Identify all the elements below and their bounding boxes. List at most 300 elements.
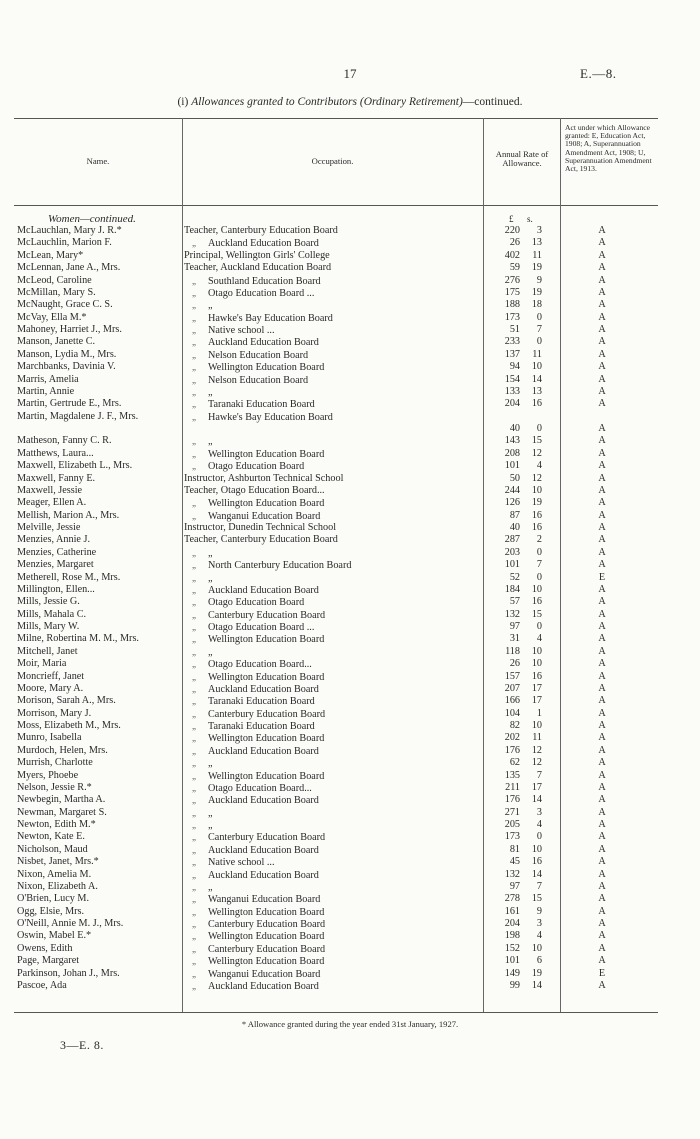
row-pounds: 81 (509, 843, 520, 855)
row-act: A (598, 484, 606, 496)
occupation-text: Wellington Education Board (208, 906, 325, 918)
row-act: A (598, 893, 606, 905)
row-shillings: 14 (531, 979, 542, 991)
row-name: McLauchlin, Marion F. (17, 237, 112, 249)
row-pounds: 233 (504, 336, 520, 348)
occupation-text: Wanganui Education Board (208, 510, 321, 522)
table-row (0, 336, 700, 348)
row-shillings: 4 (536, 633, 542, 645)
occupation-text: Otago Education Board (208, 597, 305, 609)
row-pounds: 207 (504, 682, 520, 694)
ditto-mark: „ (192, 634, 196, 645)
table-row (0, 497, 700, 509)
row-pounds: 205 (504, 819, 520, 830)
ditto-mark: „ (192, 770, 196, 781)
row-shillings: 12 (531, 757, 542, 769)
occupation-text: Hawke's Bay Education Board (208, 312, 333, 324)
row-occupation (184, 225, 474, 237)
ditto-mark: „ (192, 646, 196, 657)
row-pounds: 154 (504, 373, 520, 385)
row-occupation (184, 980, 474, 993)
occupation-text: Teacher, Canterbury Education Board (184, 225, 338, 236)
table-row (0, 720, 700, 732)
row-occupation (184, 671, 474, 684)
row-act: A (598, 311, 606, 323)
row-occupation (184, 646, 474, 659)
occupation-text: Teacher, Otago Education Board... (184, 484, 325, 496)
row-shillings: 0 (536, 336, 542, 348)
row-name: Manson, Janette C. (17, 336, 96, 348)
row-name: Matthews, Laura... (17, 447, 94, 459)
row-pounds: 26 (509, 658, 520, 670)
header-bottom-rule (14, 205, 658, 206)
row-occupation (184, 621, 474, 634)
row-act: A (598, 682, 606, 694)
ditto-mark: „ (192, 411, 196, 422)
row-name: Melville, Jessie (17, 522, 81, 533)
row-pounds: 175 (504, 286, 520, 298)
table-row (0, 361, 700, 373)
row-act: A (598, 732, 606, 744)
row-act: A (598, 385, 606, 397)
row-name: Nisbet, Janet, Mrs.* (17, 856, 99, 868)
row-occupation (184, 856, 474, 869)
row-occupation (184, 497, 474, 510)
row-occupation (184, 312, 474, 325)
row-occupation (184, 596, 474, 609)
row-occupation (184, 411, 474, 424)
ditto-mark: „ (192, 399, 196, 410)
table-row (0, 374, 700, 386)
table-row (0, 262, 700, 274)
row-occupation (184, 906, 474, 919)
occupation-text: Principal, Wellington Girls' College (184, 249, 330, 261)
caption-title: Allowances granted to Contributors (Ordinary Retirement) (191, 96, 463, 108)
row-pounds: 173 (504, 831, 520, 843)
row-occupation (184, 881, 474, 894)
row-shillings: 4 (536, 460, 542, 472)
table-row (0, 943, 700, 955)
ditto-mark: „ (192, 931, 196, 942)
row-pounds: 166 (504, 695, 520, 707)
row-occupation (184, 819, 474, 832)
table-row (0, 559, 700, 571)
row-act: A (598, 930, 606, 942)
row-occupation (184, 844, 474, 857)
ditto-mark: „ (192, 745, 196, 756)
occupation-text: Auckland Education Board (208, 683, 319, 695)
row-act: A (598, 757, 606, 769)
table-row (0, 794, 700, 806)
occupation-text: Taranaki Education Board (208, 399, 315, 411)
row-shillings: 12 (531, 447, 542, 459)
row-occupation (184, 522, 474, 534)
row-pounds: 132 (504, 608, 520, 620)
occupation-text: „ (208, 572, 213, 584)
row-pounds: 101 (504, 460, 520, 472)
ditto-mark: „ (192, 906, 196, 917)
row-pounds: 97 (509, 621, 520, 632)
row-pounds: 59 (509, 262, 520, 274)
ditto-mark: „ (192, 659, 196, 670)
row-name: Munro, Isabella (17, 732, 82, 744)
row-name: Page, Margaret (17, 955, 80, 967)
row-occupation (184, 918, 474, 931)
occupation-text: Wellington Education Board (208, 956, 325, 968)
row-pounds: 132 (504, 868, 520, 880)
row-shillings: 0 (536, 311, 542, 323)
row-name: Nelson, Jessie R.* (17, 781, 92, 793)
row-name: Murrish, Charlotte (17, 757, 93, 769)
table-row (0, 844, 700, 856)
ditto-mark: „ (192, 325, 196, 335)
ditto-mark: „ (192, 560, 196, 571)
table-row (0, 547, 700, 559)
ditto-mark: „ (192, 349, 196, 360)
table-row (0, 671, 700, 683)
row-occupation (184, 584, 474, 597)
ditto-mark: „ (192, 461, 196, 472)
table-row (0, 596, 700, 608)
row-pounds: 52 (509, 571, 520, 583)
row-pounds: 188 (504, 299, 520, 311)
row-pounds: 184 (504, 583, 520, 595)
row-name: Menzies, Catherine (17, 546, 97, 558)
table-row (0, 893, 700, 905)
row-occupation (184, 473, 474, 485)
row-name: Martin, Annie (17, 385, 75, 397)
ditto-mark: „ (192, 795, 196, 806)
row-occupation (184, 386, 474, 399)
row-act: A (598, 720, 606, 731)
occupation-text: „ (208, 547, 213, 559)
row-shillings: 13 (531, 237, 542, 249)
table-row (0, 572, 700, 584)
header-rate: Annual Rate of Allowance. (495, 149, 549, 168)
occupation-text: North Canterbury Education Board (208, 560, 352, 572)
row-name: Martin, Magdalene J. F., Mrs. (17, 410, 139, 422)
row-act: A (598, 509, 606, 521)
row-act: A (598, 497, 606, 509)
row-pounds: 204 (504, 398, 520, 410)
row-occupation (184, 757, 474, 770)
row-name: Morrison, Mary J. (17, 707, 92, 719)
row-name: O'Neill, Annie M. J., Mrs. (17, 918, 124, 929)
row-name: Parkinson, Johan J., Mrs. (17, 967, 120, 979)
ditto-mark: „ (192, 671, 196, 682)
row-act: A (598, 299, 606, 311)
ditto-mark: „ (192, 980, 196, 991)
row-shillings: 17 (531, 781, 542, 793)
row-occupation (184, 374, 474, 387)
row-pounds: 173 (504, 311, 520, 323)
row-pounds: 97 (509, 880, 520, 892)
occupation-text: Wellington Education Board (208, 362, 325, 374)
row-shillings: 9 (536, 274, 542, 286)
ditto-mark: „ (192, 832, 196, 843)
row-pounds: 101 (504, 559, 520, 571)
row-occupation (184, 349, 474, 362)
row-name: Pascoe, Ada (17, 979, 67, 991)
row-act: A (598, 596, 606, 608)
row-act: A (598, 880, 606, 892)
ditto-mark: „ (192, 782, 196, 793)
ditto-mark: „ (192, 820, 196, 830)
occupation-text: Auckland Education Board (208, 844, 319, 856)
table-row (0, 906, 700, 918)
table-row (0, 869, 700, 881)
row-name: McLennan, Jane A., Mrs. (17, 262, 121, 274)
row-shillings: 19 (531, 262, 542, 274)
row-pounds: 402 (504, 249, 520, 261)
header-act: Act under which Allowance granted: E, Education Act, 1908; A, Superannuation Amendment Act, 1908; U, Superannuation Amendment Act, 1913. (565, 123, 652, 174)
row-shillings: 2 (536, 534, 542, 546)
table-row (0, 782, 700, 794)
row-pounds: 126 (504, 497, 520, 509)
row-act: A (598, 460, 606, 472)
ditto-mark: „ (192, 510, 196, 521)
row-occupation (184, 955, 474, 968)
row-shillings: 0 (536, 546, 542, 558)
row-pounds: 99 (509, 979, 520, 991)
row-occupation (184, 336, 474, 349)
table-row (0, 918, 700, 930)
unit-pounds: £ (509, 214, 514, 224)
row-name: Newton, Kate E. (17, 831, 85, 843)
table-row (0, 658, 700, 670)
row-name: Mills, Jessie G. (17, 596, 80, 608)
row-shillings: 16 (531, 509, 542, 521)
row-act: A (598, 559, 606, 571)
row-act: A (598, 336, 606, 348)
ditto-mark: „ (192, 584, 196, 595)
table-row (0, 683, 700, 695)
row-name: McLauchlan, Mary J. R.* (17, 225, 122, 236)
row-occupation (184, 237, 474, 250)
table-row (0, 819, 700, 831)
row-pounds: 152 (504, 942, 520, 954)
row-pounds: 40 (509, 423, 520, 434)
occupation-text: Wellington Education Board (208, 733, 325, 745)
table-row (0, 349, 700, 361)
row-occupation (184, 720, 474, 733)
table-row (0, 250, 700, 262)
row-name: Nixon, Elizabeth A. (17, 880, 98, 892)
occupation-text: Wellington Education Board (208, 498, 325, 510)
row-name: McLean, Mary* (17, 249, 84, 261)
row-name: Meager, Ellen A. (17, 497, 87, 509)
row-act: A (598, 781, 606, 793)
row-shillings: 12 (531, 744, 542, 756)
table-row (0, 275, 700, 287)
row-shillings: 16 (531, 522, 542, 533)
table-row (0, 312, 700, 324)
row-shillings: 17 (531, 695, 542, 707)
row-act: A (598, 856, 606, 868)
occupation-text: Wanganui Education Board (208, 968, 321, 980)
row-pounds: 137 (504, 348, 520, 360)
occupation-text: Native school ... (208, 857, 275, 869)
section-label: Women—continued. (48, 213, 136, 225)
row-pounds: 82 (509, 720, 520, 731)
row-shillings: 12 (531, 472, 542, 484)
row-name: McMillan, Mary S. (17, 286, 96, 298)
row-name: Mills, Mary W. (17, 621, 80, 632)
row-name: Matheson, Fanny C. R. (17, 435, 112, 447)
row-act: A (598, 955, 606, 967)
row-name: Milne, Robertina M. M., Mrs. (17, 633, 139, 645)
row-pounds: 94 (509, 361, 520, 373)
row-shillings: 3 (536, 806, 542, 818)
ditto-mark: „ (192, 448, 196, 459)
row-shillings: 0 (536, 423, 542, 434)
row-act: A (598, 633, 606, 645)
page-number: 17 (343, 66, 357, 81)
row-occupation (184, 683, 474, 696)
table-row (0, 485, 700, 497)
row-pounds: 45 (509, 856, 520, 868)
occupation-text: Taranaki Education Board (208, 721, 315, 732)
row-act: A (598, 843, 606, 855)
table-row (0, 955, 700, 967)
row-name: Newman, Margaret S. (17, 806, 107, 818)
row-shillings: 18 (531, 299, 542, 311)
row-pounds: 211 (505, 781, 520, 793)
row-occupation (184, 782, 474, 795)
allowance-rows (0, 225, 700, 992)
row-name: Oswin, Mabel E.* (17, 930, 92, 942)
occupation-text: „ (208, 300, 213, 312)
row-shillings: 15 (531, 435, 542, 447)
row-act: A (598, 423, 606, 434)
row-shillings: 6 (536, 955, 542, 967)
row-shillings: 10 (531, 645, 542, 657)
row-pounds: 62 (509, 757, 520, 769)
row-shillings: 11 (532, 732, 542, 744)
header-name: Name. (86, 156, 110, 166)
occupation-text: Southland Education Board (208, 275, 321, 287)
row-shillings: 17 (531, 682, 542, 694)
occupation-text: Instructor, Dunedin Technical School (184, 522, 337, 533)
row-name: Maxwell, Elizabeth L., Mrs. (17, 460, 133, 472)
row-act: A (598, 435, 606, 447)
ditto-mark: „ (192, 894, 196, 905)
ditto-mark: „ (192, 968, 196, 979)
row-name: Moore, Mary A. (17, 682, 84, 694)
row-act: A (598, 348, 606, 360)
row-name: Marris, Amelia (17, 373, 79, 385)
row-occupation (184, 831, 474, 844)
ditto-mark: „ (192, 807, 196, 818)
row-act: A (598, 324, 606, 335)
occupation-text: Wellington Education Board (208, 634, 325, 646)
row-name: Ogg, Elsie, Mrs. (17, 905, 85, 917)
ditto-mark: „ (192, 572, 196, 583)
row-name: Moss, Elizabeth M., Mrs. (17, 720, 121, 731)
row-name: Mills, Mahala C. (17, 608, 87, 620)
row-pounds: 176 (504, 744, 520, 756)
row-shillings: 7 (536, 559, 542, 571)
row-pounds: 50 (509, 472, 520, 484)
table-row (0, 522, 700, 534)
row-name: Mitchell, Janet (17, 645, 78, 657)
row-occupation (184, 943, 474, 956)
table-row (0, 856, 700, 868)
row-name: Morison, Sarah A., Mrs. (17, 695, 116, 707)
row-name: Menzies, Margaret (17, 559, 94, 571)
table-top-rule (14, 118, 658, 119)
ditto-mark: „ (192, 919, 196, 929)
row-pounds: 244 (504, 484, 520, 496)
table-row (0, 534, 700, 546)
row-act: A (598, 806, 606, 818)
row-act: A (598, 286, 606, 298)
row-pounds: 26 (509, 237, 520, 249)
row-act: A (598, 373, 606, 385)
occupation-text: „ (208, 820, 213, 831)
row-name: Moncrieff, Janet (17, 670, 85, 682)
occupation-text: „ (208, 758, 213, 770)
row-act: A (598, 534, 606, 546)
row-act: A (598, 831, 606, 843)
table-row (0, 732, 700, 744)
row-occupation (184, 807, 474, 820)
row-occupation (184, 398, 474, 411)
occupation-text: Nelson Education Board (208, 374, 309, 386)
row-shillings: 10 (531, 843, 542, 855)
row-pounds: 143 (504, 435, 520, 447)
row-occupation (184, 361, 474, 374)
occupation-text: Otago Education Board ... (208, 622, 315, 633)
row-pounds: 204 (504, 918, 520, 929)
table-row (0, 807, 700, 819)
ditto-mark: „ (192, 312, 196, 323)
row-act: A (598, 447, 606, 459)
row-shillings: 4 (536, 930, 542, 942)
row-act: A (598, 905, 606, 917)
unit-shillings: s. (527, 214, 533, 224)
row-name: Maxwell, Fanny E. (17, 472, 96, 484)
row-occupation (184, 968, 474, 981)
table-caption (0, 96, 700, 108)
row-shillings: 14 (531, 794, 542, 806)
ditto-mark: „ (192, 547, 196, 558)
table-row (0, 411, 700, 436)
occupation-text: Auckland Education Board (208, 795, 319, 807)
row-shillings: 10 (531, 658, 542, 670)
row-pounds: 118 (505, 645, 520, 657)
ditto-mark: „ (192, 609, 196, 620)
row-shillings: 11 (532, 249, 542, 261)
row-pounds: 202 (504, 732, 520, 744)
row-name: McVay, Ella M.* (17, 311, 87, 323)
row-name: Manson, Lydia M., Mrs. (17, 348, 117, 360)
row-shillings: 7 (536, 880, 542, 892)
row-occupation (184, 633, 474, 646)
row-shillings: 0 (536, 831, 542, 843)
row-name: Menzies, Annie J. (17, 534, 90, 546)
occupation-text: Native school ... (208, 325, 275, 336)
occupation-text: „ (208, 807, 213, 819)
row-act: A (598, 658, 606, 670)
header-occupation: Occupation. (311, 156, 354, 166)
occupation-text: Hawke's Bay Education Board (208, 411, 333, 423)
row-act: A (598, 621, 606, 632)
row-act: A (598, 398, 606, 410)
row-act: A (598, 942, 606, 954)
row-shillings: 16 (531, 596, 542, 608)
ditto-mark: „ (192, 374, 196, 385)
